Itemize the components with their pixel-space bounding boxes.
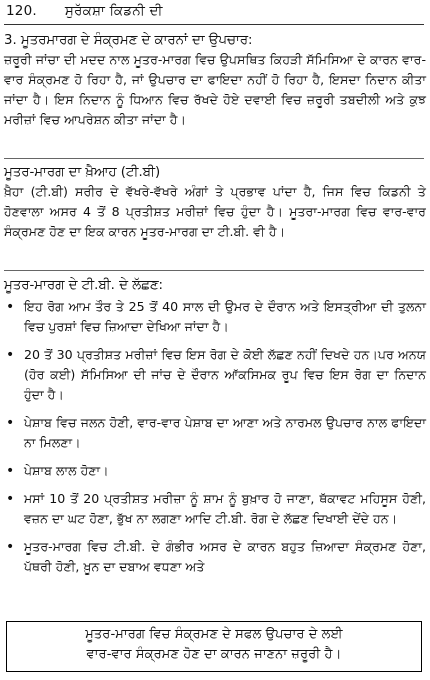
list-item: • 20 ਤੋਂ 30 ਪ੍ਰਤੀਸ਼ਤ ਮਰੀਜ਼ਾਂ ਵਿਚ ਇਸ ਰੋਗ ਦੇ ਕੋਈ ਲੱਛਣ ਨਹੀਂ ਦਿਖਦੇ ਹਨ।ਪਰ ਅਨਯ (ਹੋਰ ਕਈ) ਸੱਮਿਸਿਆ ਦੀ ਜਾਂਚ ਦੇ ਦੌਰਾਨ ਆੱਕਸਿਮਕ ਰੂਪ ਵਿਚ ਇਸ ਰੋਗ ਦਾ ਨਿਦਾਨ ਹੁੰਦਾ ਹੈ। bbox=[6, 347, 426, 402]
list-item: • ਪੇਸ਼ਾਬ ਲਾਲ ਹੋਣਾ। bbox=[6, 463, 109, 479]
list-item: • ਇਹ ਰੋਗ ਆਮ ਤੌਰ ਤੇ 25 ਤੋਂ 40 ਸਾਲ ਦੀ ਉਮਰ ਦੇ ਦੌਰਾਨ ਅਤੇ ਇਸਤ੍ਰੀਆ ਦੀ ਤੁਲਨਾ ਵਿਚ ਪੁਰਸ਼ਾਂ ਵਿਚ ਜ਼ਿਆਦਾ ਦੇਖਿਆ ਜਾਂਦਾ ਹੈ। bbox=[6, 299, 426, 334]
highlight-line-2: ਵਾਰ-ਵਾਰ ਸੰਕ੍ਰਮਣ ਹੋਣ ਦਾ ਕਾਰਨ ਜਾਣਨਾ ਜ਼ਰੂਰੀ ਹੈ। bbox=[86, 647, 342, 662]
bullet-icon: • bbox=[6, 299, 15, 315]
list-item: • ਪੇਸ਼ਾਬ ਵਿਚ ਜਲਨ ਹੋਣੀ, ਵਾਰ-ਵਾਰ ਪੇਸ਼ਾਬ ਦਾ ਆਣਾ ਅਤੇ ਨਾਰਮਲ ਉਪਚਾਰ ਨਾਲ ਫਾਇਦਾ ਨਾ ਮਿਲਣਾ। bbox=[6, 415, 426, 450]
running-header bbox=[6, 3, 424, 25]
bullet-icon: • bbox=[6, 463, 15, 479]
treatment-paragraph: ਜ਼ਰੂਰੀ ਜਾਂਚਾ ਦੀ ਮਦਦ ਨਾਲ ਮੂਤਰ-ਮਾਰਗ ਵਿਚ ਉਪਸਥਿਤ ਕਿਹੜੀ ਸੱਮਿਸਿਆ ਦੇ ਕਾਰਨ ਵਾਰ-ਵਾਰ ਸੰਕ੍ਰਮਣ ਹੋ ਰਿਹਾ ਹੈ, ਜਾਂ ਉਪਚਾਰ ਦਾ ਫਾਇਦਾ ਨਹੀਂ ਹੋ ਰਿਹਾ ਹੈ, ਇਸਦਾ ਨਿਦਾਨ ਕੀਤਾ ਜਾਂਦਾ ਹੈ। ਇਸ ਨਿਦਾਨ ਨੂੰ ਧਿਆਨ ਵਿਚ ਰੱਖਦੇ ਹੋਏ ਦਵਾਈ ਵਿਚ ਜ਼ਰੂਰੀ ਤਬਦੀਲੀ ਅਤੇ ਕੁਝ ਮਰੀਜ਼ਾਂ ਵਿਚ ਆਪਰੇਸ਼ਨ ਕੀਤਾ ਜਾਂਦਾ ਹੈ। bbox=[4, 52, 426, 127]
header-rule bbox=[4, 24, 424, 25]
section-symptoms bbox=[4, 276, 426, 295]
section-heading-tb: ਮੂਤਰ-ਮਾਰਗ ਦਾ ਖ਼ੈਆਹ (ਟੀ.ਬੀ) bbox=[4, 165, 161, 180]
tb-paragraph: ਖ਼ੈਹਾ (ਟੀ.ਬੀ) ਸਰੀਰ ਦੇ ਵੱਖਰੇ-ਵੱਖਰੇ ਅੰਗਾਂ ਤੇ ਪ੍ਰਭਾਵ ਪਾਂਦਾ ਹੈ, ਜਿਸ ਵਿਚ ਕਿਡਨੀ ਤੇ ਹੋਣਵਾਲਾ ਅਸਰ 4 ਤੋਂ 8 ਪ੍ਰਤੀਸ਼ਤ ਮਰੀਜ਼ਾਂ ਵਿਚ ਹੁੰਦਾ ਹੈ। ਮੂਤਰਾ-ਮਾਰਗ ਵਿਚ ਵਾਰ-ਵਾਰ ਸੰਕ੍ਰਮਣ ਹੋਣ ਦਾ ਇਕ ਕਾਰਨ ਮੂਤਰ-ਮਾਰਗ ਦਾ ਟੀ.ਬੀ. ਵੀ ਹੈ। bbox=[4, 184, 426, 239]
bullet-icon: • bbox=[6, 539, 15, 555]
highlight-line-1: ਮੂਤਰ-ਮਾਰਗ ਵਿਚ ਸੰਕ੍ਰਮਣ ਦੇ ਸਫਲ ਉਪਚਾਰ ਦੇ ਲਈ bbox=[85, 627, 343, 642]
bullet-icon: • bbox=[6, 347, 15, 363]
highlight-box bbox=[6, 621, 422, 672]
bullet-icon: • bbox=[6, 491, 15, 507]
section-divider bbox=[4, 270, 424, 271]
list-item: • ਮੂਤਰ-ਮਾਰਗ ਵਿਚ ਟੀ.ਬੀ. ਦੇ ਗੰਭੀਰ ਅਸਰ ਦੇ ਕਾਰਨ ਬਹੁਤ ਜ਼ਿਆਦਾ ਸੰਕ੍ਰਮਣ ਹੋਣਾ, ਪੱਥਰੀ ਹੋਣੀ, ਖ਼ੂਨ ਦਾ ਦਬਾਅ ਵਧਣਾ ਅਤੇ bbox=[6, 539, 426, 574]
symptom-list bbox=[4, 297, 426, 577]
book-title: ਸੁਰੱਕਸ਼ਾ ਕਿਡਨੀ ਦੀ bbox=[64, 3, 163, 19]
section-heading-treatment: 3. ਮੂਤਰਮਾਰਗ ਦੇ ਸੰਕ੍ਰਮਣ ਦੇ ਕਾਰਨਾਂ ਦਾ ਉਪਚਾਰ: bbox=[4, 33, 253, 48]
section-heading-symptoms: ਮੂਤਰ-ਮਾਰਗ ਦੇ ਟੀ.ਬੀ. ਦੇ ਲੱਛਣ: bbox=[4, 278, 163, 293]
bullet-icon: • bbox=[6, 415, 15, 431]
page-number: 120. bbox=[6, 3, 37, 19]
list-item: • ਮਸਾਂ 10 ਤੋਂ 20 ਪ੍ਰਤੀਸ਼ਤ ਮਰੀਜ਼ਾ ਨੂੰ ਸ਼ਾਮ ਨੂੰ ਬੁਖ਼ਾਰ ਹੋ ਜਾਣਾ, ਥੱਕਾਵਟ ਮਹਿਸੂਸ ਹੋਣੀ, ਵਜ਼ਨ ਦਾ ਘਟ ਹੋਣਾ, ਭੁੱਖ ਨਾ ਲਗਣਾ ਆਦਿ ਟੀ.ਬੀ. ਰੋਗ ਦੇ ਲੱਛਣ ਦਿਖਾਈ ਦੇਂਦੇ ਹਨ। bbox=[6, 491, 426, 526]
section-divider bbox=[4, 158, 424, 159]
section-tb bbox=[4, 163, 426, 242]
section-treatment bbox=[4, 31, 426, 130]
